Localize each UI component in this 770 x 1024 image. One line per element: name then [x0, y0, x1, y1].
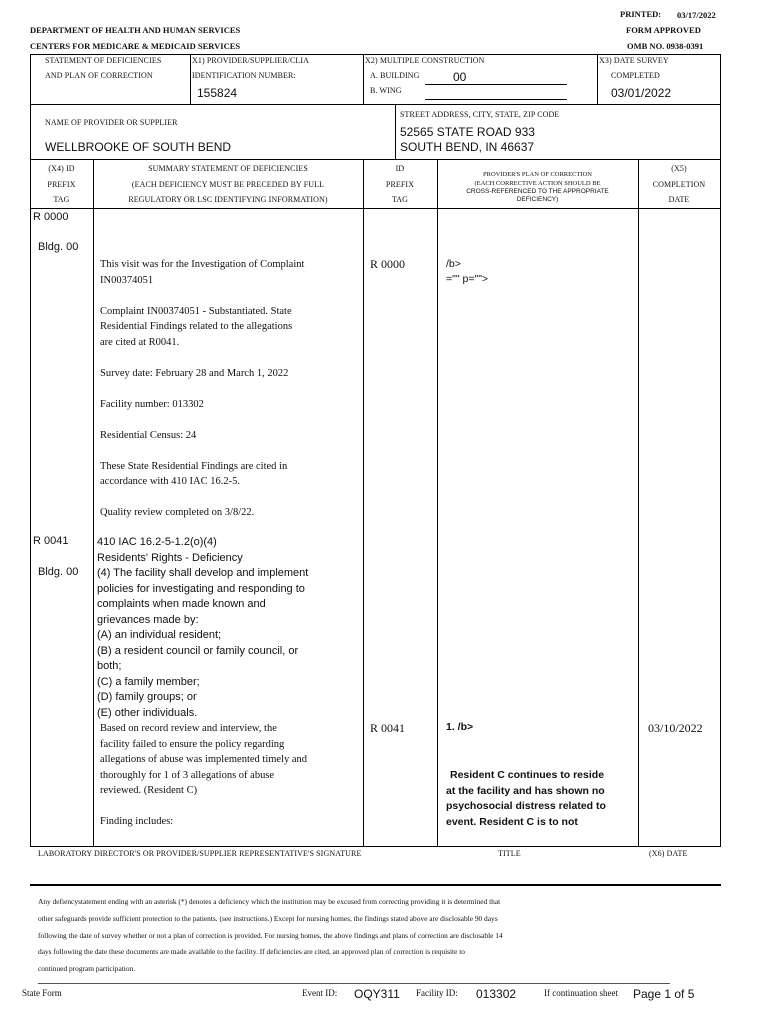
text-line: thoroughly for 1 of 3 allegations of abuse	[100, 769, 275, 781]
r0041-regulation-block	[97, 535, 308, 721]
address-line-1: 52565 STATE ROAD 933	[400, 125, 535, 139]
r0041-plan-block	[446, 768, 606, 830]
footnote-rule	[38, 983, 670, 984]
reg-line: (D) family groups; or	[97, 691, 197, 703]
text-line	[100, 381, 304, 397]
r0041-completion-date: 03/10/2022	[648, 721, 703, 735]
x4-header-1: (X4) ID	[48, 164, 75, 173]
wing-label: B. WING	[370, 86, 402, 95]
x5-header-1: (X5)	[671, 164, 687, 173]
text-line	[100, 350, 304, 366]
table-col-rule-2	[363, 159, 364, 847]
r0041-id-tag: R 0041	[370, 721, 406, 735]
plan-header-1: PROVIDER'S PLAN OF CORRECTION	[483, 171, 592, 178]
provider-name-label: NAME OF PROVIDER OR SUPPLIER	[45, 118, 178, 127]
page-number: Page 1 of 5	[633, 987, 695, 1001]
building-label: A. BUILDING	[370, 71, 420, 80]
facility-id-label: Facility ID:	[416, 988, 458, 998]
id-header-2: PREFIX	[385, 180, 415, 189]
reg-line: complaints when made known and	[97, 598, 266, 610]
plan-header-2: (EACH CORRECTIVE ACTION SHOULD BE	[474, 180, 601, 187]
x4-header-3: TAG	[53, 195, 70, 204]
reg-line: 410 IAC 16.2-5-1.2(o)(4)	[97, 536, 217, 548]
r0000-plan-block	[446, 257, 488, 287]
text-line: This visit was for the Investigation of Complaint	[100, 259, 305, 270]
printed-date: 03/17/2022	[677, 10, 716, 20]
id-header-3: TAG	[391, 195, 409, 204]
x6-date-label: (X6) DATE	[649, 849, 688, 858]
address-label: STREET ADDRESS, CITY, STATE, ZIP CODE	[400, 110, 560, 119]
text-line: Complaint IN00374051 - Substantiated. State	[100, 305, 292, 317]
address-line-2: SOUTH BEND, IN 46637	[400, 140, 535, 154]
text-line	[100, 490, 304, 506]
provider-id-value: 155824	[197, 86, 238, 100]
table-col-rule-1	[93, 159, 94, 847]
reg-line: (E) other individuals.	[97, 706, 198, 719]
plan-line: psychosocial distress related to	[446, 800, 606, 812]
text-line: Based on record review and interview, the	[100, 723, 277, 734]
statement-label-1: STATEMENT OF DEFICIENCIES	[45, 56, 162, 65]
r0000-id-tag: R 0000	[370, 257, 406, 271]
text-line: allegations of abuse was implemented timely and	[100, 754, 308, 765]
box1-divider-2	[363, 54, 364, 104]
box1-left-rule	[30, 54, 31, 104]
plan-line: ="" p="">	[446, 273, 489, 285]
title-label: TITLE	[498, 849, 521, 858]
text-line: facility failed to ensure the policy regarding	[100, 738, 285, 750]
text-line	[100, 412, 304, 428]
r0041-plan-item-1: 1. /b>	[446, 721, 474, 733]
table-bottom-rule	[30, 846, 721, 847]
reg-line: (C) a family member;	[97, 675, 200, 688]
box1-divider-1	[190, 54, 191, 104]
event-id-label: Event ID:	[302, 988, 338, 998]
footnote-line: following the date of survey whether or not a plan of correction is provided. For nursing homes, the above findings and plans of correction are disclosable 14	[38, 930, 503, 940]
header-bottom-rule	[30, 208, 720, 209]
table-col-rule-4	[638, 159, 639, 847]
x5-header-3: DATE	[668, 195, 690, 204]
signature-bottom-rule	[30, 884, 721, 886]
building-value: 00	[453, 70, 467, 84]
r0000-tag: R 0000	[33, 211, 69, 223]
r0041-bldg: Bldg. 00	[38, 566, 79, 578]
omb-number: OMB NO. 0938-0391	[627, 41, 704, 51]
reg-line: policies for investigating and responding to	[97, 582, 305, 595]
state-form-label: State Form	[22, 988, 62, 998]
table-col-rule-3	[437, 159, 438, 847]
form-approved: FORM APPROVED	[626, 25, 701, 35]
x1-label-2: IDENTIFICATION NUMBER:	[192, 71, 296, 80]
text-line: reviewed. (Resident C)	[100, 785, 198, 796]
reg-line: (A) an individual resident;	[97, 629, 222, 641]
text-line: accordance with 410 IAC 16.2-5.	[100, 476, 240, 487]
text-line	[100, 288, 304, 304]
table-right-rule	[720, 159, 721, 847]
text-line: IN00374051	[100, 274, 154, 286]
plan-line: Resident C continues to reside	[450, 769, 605, 781]
provider-name-value: WELLBROOKE OF SOUTH BEND	[45, 140, 232, 154]
plan-header-4: DEFICIENCY)	[516, 196, 559, 203]
text-line	[100, 443, 304, 459]
footnote-line: continued program participation.	[38, 964, 136, 974]
plan-line: at the facility and has shown no	[446, 784, 605, 797]
footnote-line: Any defiencystatement ending with an asterisk (*) denotes a deficiency which the institution may be excused from correcting providing it is determined that	[38, 897, 501, 906]
text-line: Facility number: 013302	[100, 398, 204, 410]
x3-label-2: COMPLETED	[611, 71, 660, 80]
text-line: These State Residential Findings are cited in	[100, 460, 288, 472]
box2-left-rule	[30, 104, 31, 160]
text-line: Quality review completed on 3/8/22.	[100, 507, 255, 518]
x5-header-2: COMPLETION	[652, 180, 706, 189]
r0041-tag: R 0041	[33, 535, 69, 547]
continuation-label: If continuation sheet	[544, 988, 618, 998]
text-line	[100, 799, 307, 815]
r0000-bldg: Bldg. 00	[38, 241, 79, 253]
id-header-1: ID	[395, 164, 405, 173]
centers-title: CENTERS FOR MEDICARE & MEDICAID SERVICES	[30, 41, 241, 51]
text-line: Survey date: February 28 and March 1, 2022	[100, 367, 289, 379]
department-title: DEPARTMENT OF HEALTH AND HUMAN SERVICES	[30, 25, 241, 35]
summary-header-3: REGULATORY OR LSC IDENTIFYING INFORMATION)	[128, 195, 328, 204]
box2-divider	[395, 104, 396, 160]
plan-line: event. Resident C is to not	[446, 815, 578, 828]
reg-line: (4) The facility shall develop and implement	[97, 567, 309, 579]
statement-label-2: AND PLAN OF CORRECTION	[45, 71, 153, 80]
wing-underline	[425, 99, 567, 100]
table-left-rule	[30, 159, 31, 847]
box1-divider-3	[597, 54, 598, 104]
r0000-text-block	[100, 257, 304, 521]
facility-id-value: 013302	[476, 987, 517, 1001]
reg-line: Residents' Rights - Deficiency	[97, 551, 243, 564]
box1-bottom-rule	[30, 104, 720, 105]
x4-header-2: PREFIX	[47, 180, 76, 189]
reg-line: grievances made by:	[97, 613, 199, 626]
x2-label: X2) MULTIPLE CONSTRUCTION	[365, 56, 485, 65]
plan-header-3: CROSS-REFERENCED TO THE APPROPRIATE	[466, 188, 609, 195]
summary-header-2: (EACH DEFICIENCY MUST BE PRECEDED BY FULL	[131, 180, 325, 189]
signature-label: LABORATORY DIRECTOR'S OR PROVIDER/SUPPLIER REPRESENTATIVE'S SIGNATURE	[38, 849, 362, 858]
text-line: are cited at R0041.	[100, 336, 180, 348]
box2-bottom-rule	[30, 159, 720, 160]
summary-header-1: SUMMARY STATEMENT OF DEFICIENCIES	[148, 164, 308, 173]
printed-label: PRINTED:	[620, 9, 662, 19]
event-id-value: OQY311	[354, 987, 400, 1001]
text-line: Residential Census: 24	[100, 429, 197, 441]
footnote-line: days following the date these documents are made available to the facility. If deficiencies are cited, an approved plan of correction is requisite to	[38, 947, 465, 957]
box1-top-rule	[30, 54, 720, 55]
r0041-text-block	[100, 721, 307, 830]
survey-date-value: 03/01/2022	[611, 86, 672, 100]
footnote-block	[38, 894, 503, 978]
plan-line: /b>	[446, 258, 461, 270]
reg-line: both;	[97, 660, 122, 672]
x1-label: X1) PROVIDER/SUPPLIER/CLIA	[192, 56, 310, 65]
building-underline	[425, 84, 567, 85]
x3-label: X3) DATE SURVEY	[599, 56, 669, 65]
text-line: Finding includes:	[100, 816, 174, 827]
footnote-line: other safeguards provide sufficient protection to the patients. (see instructions.) Except for nursing homes, the findings stated above are disclosable 90 days	[38, 913, 498, 923]
text-line: Residential Findings related to the allegations	[100, 321, 293, 332]
reg-line: (B) a resident council or family council, or	[97, 644, 299, 657]
